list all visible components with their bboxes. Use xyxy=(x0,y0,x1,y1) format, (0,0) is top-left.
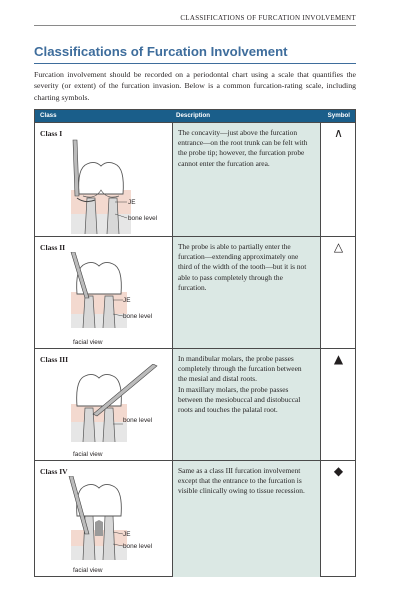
running-header: CLASSIFICATIONS OF FURCATION INVOLVEMENT xyxy=(180,14,356,22)
symbol-cell xyxy=(321,237,356,348)
table-row xyxy=(35,460,355,577)
tooth-illustration-class-2 xyxy=(65,252,169,348)
description-text: In mandibular molars, the probe passes completely through the furcation between the mesial and distal roots. xyxy=(178,354,302,384)
tooth-illustration-class-1 xyxy=(65,138,169,236)
bone-level-label: bone level xyxy=(123,543,153,550)
header-description: Description xyxy=(176,112,211,119)
triangle-filled-icon: ▲ xyxy=(333,352,344,366)
tooth-illustration-class-4 xyxy=(65,476,169,576)
bone-level-label: bone level xyxy=(128,215,158,222)
class-cell xyxy=(35,237,173,348)
page-title: Classifications of Furcation Involvement xyxy=(34,44,288,59)
description-cell xyxy=(173,461,321,577)
class-label: Class I xyxy=(40,129,63,138)
je-label: JE xyxy=(123,531,131,538)
je-label: JE xyxy=(123,297,131,304)
class-cell xyxy=(35,461,173,577)
description-text-2: In maxillary molars, the probe passes between the mesiobuccal and distobuccal roots and touches the palatal root. xyxy=(178,384,301,415)
table-header xyxy=(35,110,355,122)
facial-view-label: facial view xyxy=(73,567,103,574)
symbol-cell xyxy=(321,349,356,460)
bone-level-label: bone level xyxy=(123,417,153,424)
description-text: The probe is able to partially enter the furcation—extending approximately one third of the width of the tooth—but it is not able to pass completely through the furcation. xyxy=(178,242,307,292)
symbol-cell xyxy=(321,461,356,577)
description-text: The concavity—just above the furcation entrance—on the root trunk can be felt with the probe tip; however, the furcation probe cannot enter the furcation area. xyxy=(178,128,308,168)
diamond-filled-icon: ◆ xyxy=(333,464,344,478)
intro-paragraph: Furcation involvement should be recorded on a periodontal chart using a scale that quantifies the severity (or extent) of the furcation invasion. Below is a common furcation-rating scale, including charting symbols. xyxy=(34,70,356,102)
class-cell xyxy=(35,123,173,236)
bone-level-label: bone level xyxy=(123,313,153,320)
facial-view-label: facial view xyxy=(73,451,103,458)
triangle-outline-icon: △ xyxy=(333,240,344,254)
tooth-illustration-class-3 xyxy=(65,364,169,460)
table-row xyxy=(35,122,355,236)
description-text: Same as a class III furcation involvement except that the entrance to the furcation is visible clinically owing to tissue recession. xyxy=(178,466,305,496)
header-symbol: Symbol xyxy=(327,112,350,119)
class-label: Class IV xyxy=(40,467,68,476)
table-row xyxy=(35,348,355,460)
facial-view-label: facial view xyxy=(73,339,103,346)
caret-outline-icon: ∧ xyxy=(334,126,343,140)
title-rule xyxy=(34,63,356,64)
symbol-cell xyxy=(321,123,356,236)
description-cell xyxy=(173,237,321,348)
je-label: JE xyxy=(128,199,136,206)
class-cell xyxy=(35,349,173,460)
header-rule xyxy=(34,25,356,26)
header-class: Class xyxy=(40,112,57,119)
table-row xyxy=(35,236,355,348)
class-label: Class III xyxy=(40,355,69,364)
class-label: Class II xyxy=(40,243,66,252)
description-cell xyxy=(173,349,321,460)
furcation-table xyxy=(34,109,356,577)
description-cell xyxy=(173,123,321,236)
